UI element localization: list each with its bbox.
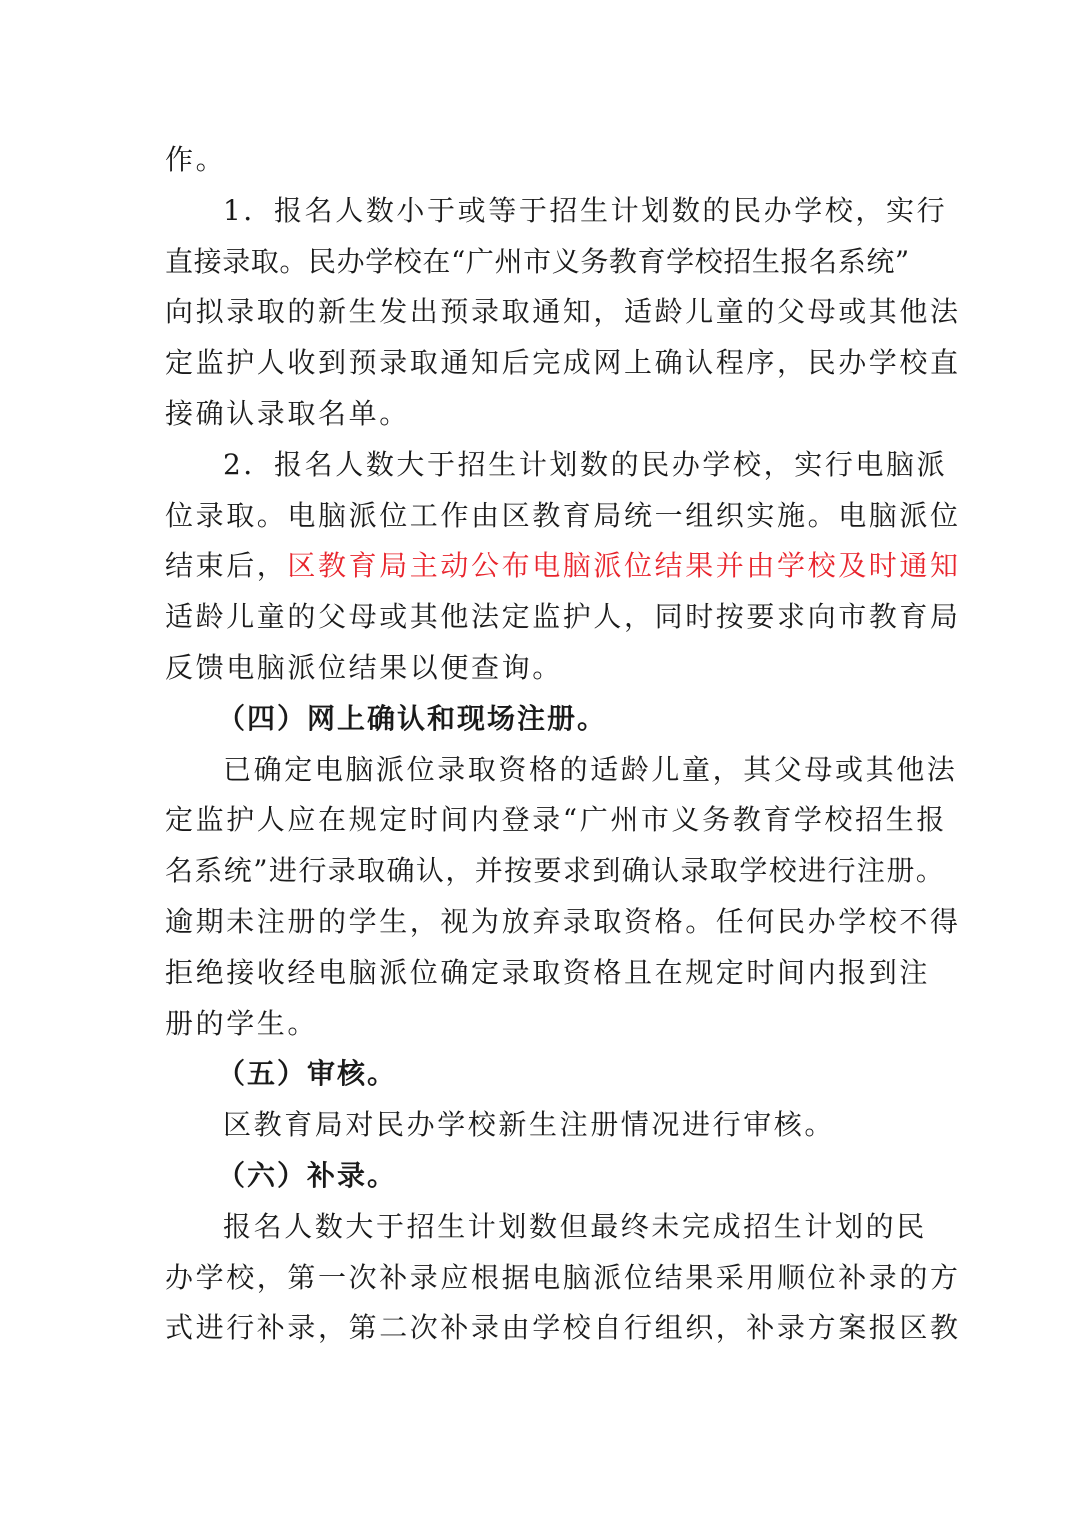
section-heading-4: （四）网上确认和现场注册。 bbox=[217, 701, 608, 735]
text-line: 册的学生。 bbox=[165, 1006, 319, 1040]
highlighted-text: 区教育局主动公布电脑派位结果并由学校及时通知 bbox=[287, 549, 961, 583]
text-line-with-highlight bbox=[165, 541, 961, 592]
section-heading-5: （五）审核。 bbox=[217, 1057, 398, 1091]
paragraph-item-1-start: 1．报名人数小于或等于招生计划数的民办学校，实行 bbox=[223, 193, 948, 227]
text-line: 直接录取。民办学校在“广州市义务教育学校招生报名系统” bbox=[165, 244, 910, 278]
paragraph-item-2-start: 2．报名人数大于招生计划数的民办学校，实行电脑派 bbox=[223, 447, 948, 481]
text-line: 向拟录取的新生发出预录取通知，适龄儿童的父母或其他法 bbox=[165, 295, 961, 329]
text-line: 办学校，第一次补录应根据电脑派位结果采用顺位补录的方 bbox=[165, 1260, 961, 1294]
text-line: 接确认录取名单。 bbox=[165, 396, 410, 430]
paragraph-start: 区教育局对民办学校新生注册情况进行审核。 bbox=[223, 1108, 836, 1142]
text-line: 作。 bbox=[165, 143, 227, 176]
text-line: 位录取。电脑派位工作由区教育局统一组织实施。电脑派位 bbox=[165, 498, 961, 532]
text-line: 适龄儿童的父母或其他法定监护人，同时按要求向市教育局 bbox=[165, 600, 961, 634]
text-line: 名系统”进行录取确认，并按要求到确认录取学校进行注册。 bbox=[165, 854, 946, 888]
section-heading-6: （六）补录。 bbox=[217, 1158, 398, 1192]
text-line: 反馈电脑派位结果以便查询。 bbox=[165, 650, 563, 684]
text-line: 定监护人应在规定时间内登录“广州市义务教育学校招生报 bbox=[165, 803, 947, 837]
text-line: 逾期未注册的学生，视为放弃录取资格。任何民办学校不得 bbox=[165, 904, 961, 938]
text-line: 拒绝接收经电脑派位确定录取资格且在规定时间内报到注 bbox=[165, 955, 931, 989]
paragraph-start: 已确定电脑派位录取资格的适龄儿童，其父母或其他法 bbox=[223, 752, 958, 786]
text-line: 式进行补录，第二次补录由学校自行组织，补录方案报区教 bbox=[165, 1311, 961, 1345]
text-line: 定监护人收到预录取通知后完成网上确认程序，民办学校直 bbox=[165, 346, 961, 380]
text-segment: 结束后， bbox=[165, 549, 288, 583]
document-page bbox=[165, 135, 961, 1354]
paragraph-start: 报名人数大于招生计划数但最终未完成招生计划的民 bbox=[223, 1209, 927, 1243]
